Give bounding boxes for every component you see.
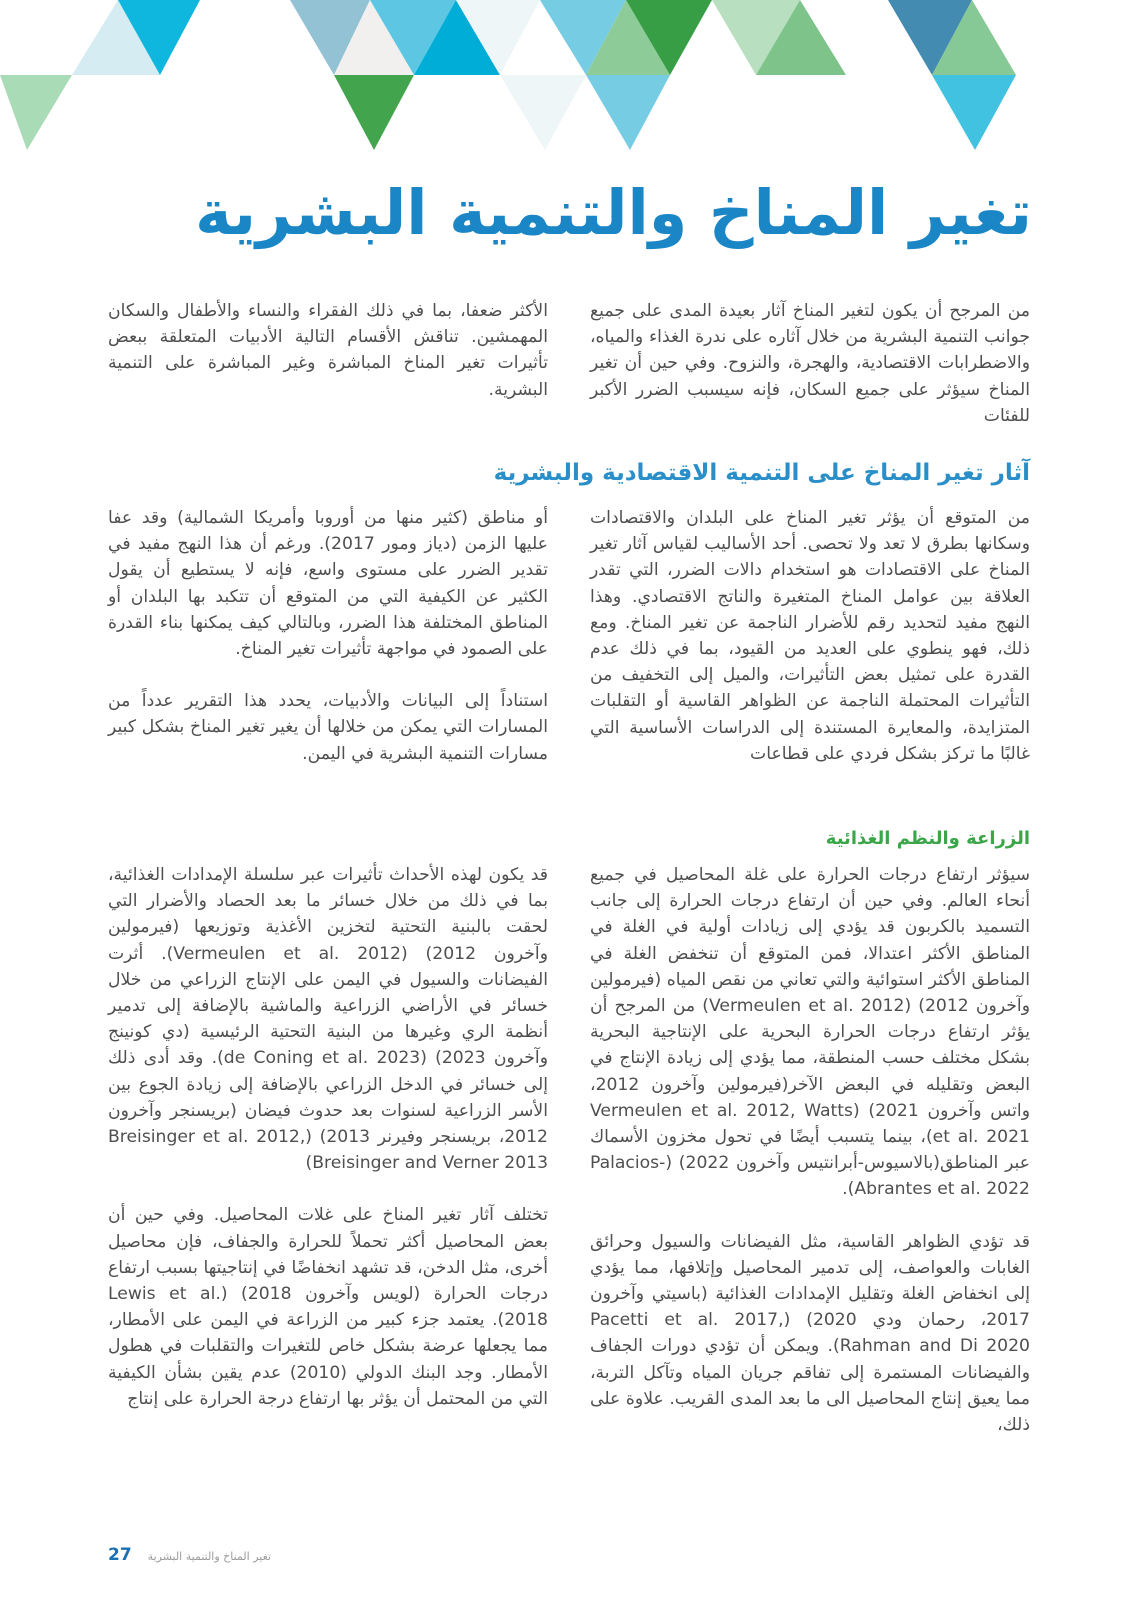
section1-paragraph-right: من المتوقع أن يؤثر تغير المناخ على البلدان والاقتصادات وسكانها بطرق لا تعد ولا تحصى. أحد الأساليب لقياس آثار تغير المناخ على الاقتصادات هو استخدام دالات الضرر، التي تقدر العلاقة بين عوامل المناخ المتغيرة والناتج الاقتصادي. وهذا النهج مفيد لتحديد رقم للأضرار الناجمة عن تغير المناخ. ومع ذلك، فهو ينطوي على العديد من القيود، بما في ذلك عدم القدرة على تمثيل بعض التأثيرات، والميل إلى التخفيف من التأثيرات المحتملة الناجمة عن الظواهر القاسية أو التقلبات المتزايدة، والمعايرة المستندة إلى الدراسات الأساسية التي غالبًا ما تركز بشكل فردي على قطاعات [590,508,1030,764]
section2-right-column [590,862,1030,1438]
page-title: تغير المناخ والتنمية البشرية [195,176,1032,249]
subheading-agriculture-food-systems: الزراعة والنظم الغذائية [825,828,1030,849]
section2-paragraph-left-2: تختلف آثار تغير المناخ على غلات المحاصيل. وفي حين أن بعض المحاصيل أكثر تحملاً للحرارة والجفاف، فإن محاصيل أخرى، مثل الدخن، قد تشهد انخفاضًا في إنتاجيتها بسبب ارتفاع درجات الحرارة (لويس وآخرون 2018) (Lewis et al. 2018). يعتمد جزء كبير من الزراعة في اليمن على الأمطار، مما يجعلها عرضة بشكل خاص للتغيرات والتقلبات في هطول الأمطار. وجد البنك الدولي (2010) عدم يقين بشأن الكيفية التي من المحتمل أن يؤثر بها ارتفاع درجة الحرارة على إنتاج [108,1205,548,1409]
intro-paragraph-left: الأكثر ضعفا، بما في ذلك الفقراء والنساء والأطفال والسكان المهمشين. تناقش الأقسام التالية الأدبيات المتعلقة ببعض تأثيرات تغير المناخ المباشرة وغير المباشرة على التنمية البشرية. [108,301,548,400]
running-title: تغير المناخ والتنمية البشرية [147,1550,271,1563]
section1-left-column [108,505,548,767]
section1-paragraph-left-1: أو مناطق (كثير منها من أوروبا وأمريكا الشمالية) وقد عفا عليها الزمن (دياز ومور 2017). ورغم أن هذا النهج مفيد في تقدير الضرر على مستوى واسع، فإنه لا يستطيع أن يقول الكثير عن الكيفية التي من المتوقع أن تتكبد بها البلدان أو المناطق المختلفة هذا الضرر، وبالتالي كيف يمكنها بناء القدرة على الصمود في مواجهة تأثيرات تغير المناخ. [108,508,548,660]
section1-paragraph-left-2: استناداً إلى البيانات والأدبيات، يحدد هذا التقرير عدداً من المسارات التي يمكن من خلالها أن يغير تغير المناخ بشكل كبير مسارات التنمية البشرية في اليمن. [108,691,548,764]
section2-paragraph-left-1: قد يكون لهذه الأحداث تأثيرات عبر سلسلة الإمدادات الغذائية، بما في ذلك من خلال خسائر ما بعد الحصاد والأضرار التي لحقت بالبنية التحتية لتخزين الأغذية وتوزيعها (فيرمولين وآخرون 2012) (Vermeulen et al. 2012). أثرت الفيضانات والسيول في اليمن على الإنتاج الزراعي من خلال خسائر في الأراضي الزراعية والماشية بالإضافة إلى تدمير أنظمة الري وغيرها من البنية التحتية الرئيسية (دي كونينج وآخرون 2023) (de Coning et al. 2023). وقد أدى ذلك إلى خسائر في الدخل الزراعي بالإضافة إلى زيادة الجوع بين الأسر الزراعية لسنوات بعد حدوث فيضان (بريسنجر وآخرون 2012، بريسنجر وفيرنر 2013) (Breisinger et al. 2012, Breisinger and Verner 2013) [108,865,549,1174]
page-footer [108,1545,271,1565]
intro-right-column [590,298,1030,429]
intro-left-column [108,298,548,403]
section2-paragraph-right-2: قد تؤدي الظواهر القاسية، مثل الفيضانات والسيول وحرائق الغابات والعواصف، إلى تدمير المحاصيل وإتلافها، مما يؤدي إلى انخفاض الغلة وتقليل الإمدادات الغذائية (باسيتي وآخرون 2017، رحمان ودي 2020) (Pacetti et al. 2017, Rahman and Di 2020). ويمكن أن تؤدي دورات الجفاف والفيضانات المستمرة إلى تفاقم جريان المياه وتآكل التربة، مما يعيق إنتاج المحاصيل الى ما بعد المدى القريب. علاوة على ذلك، [590,1231,1030,1436]
decorative-triangle-banner [0,0,1132,160]
section2-left-column [108,862,548,1412]
section-heading-economic-human-development: آثار تغير المناخ على التنمية الاقتصادية والبشرية [493,460,1030,486]
intro-paragraph-right: من المرجح أن يكون لتغير المناخ آثار بعيدة المدى على جميع جوانب التنمية البشرية من خلال آثاره على ندرة الغذاء والمياه، والاضطرابات الاقتصادية، والهجرة، والنزوح. وفي حين أن تغير المناخ سيؤثر على جميع السكان، فإنه سيسبب الضرر الأكبر للفئات [590,301,1030,426]
section2-paragraph-right-1: سيؤثر ارتفاع درجات الحرارة على غلة المحاصيل في جميع أنحاء العالم. وفي حين أن ارتفاع درجات الحرارة إلى جانب التسميد بالكربون قد يؤدي إلى زيادات أولية في الغلة في المناطق الأكثر اعتدالا، فمن المتوقع أن تنخفض الغلة في المناطق الأكثر استوائية والتي تعاني من نقص المياه (فيرمولين وآخرون 2012) (Vermeulen et al. 2012) من المرجح أن يؤثر ارتفاع درجات الحرارة البحرية على الإنتاجية البحرية بشكل مختلف حسب المنطقة، مما يؤدي إلى زيادة الإنتاج في البعض وتقليله في البعض الآخر(فيرمولين وآخرون 2012، واتس وآخرون 2021) (Vermeulen et al. 2012, Watts et al. 2021)، بينما يتسبب أيضًا في تحول مخزون الأسماك عبر المناطق(بالاسيوس-أبرانتيس وآخرون 2022) (Palacios-Abrantes et al. 2022). [590,865,1031,1200]
section1-right-column [590,505,1030,767]
page-number: 27 [108,1545,132,1565]
